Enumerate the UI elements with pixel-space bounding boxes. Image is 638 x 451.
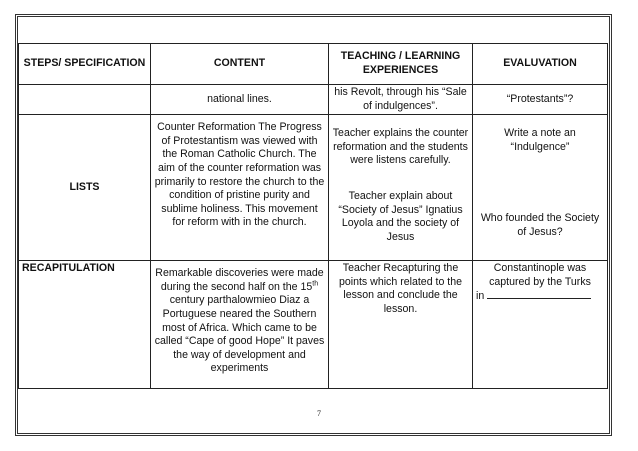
header-row [19,44,608,85]
content-recap-text-b: century parthalowmieo Diaz a Portuguese neared the Southern most of Africa. Which came to be called “Cape of good Hope” It paves the way of development and experiments [154,294,325,375]
header-content: CONTENT [151,44,329,85]
cell-content-continued: national lines. [151,85,329,115]
evaluation-recap-question: Constantinople was captured by the Turks [489,262,591,288]
header-steps: STEPS/ SPECIFICATION [19,44,151,85]
cell-content-recap [151,261,329,389]
evaluation-recap-in: in [476,290,485,303]
cell-steps-lists: LISTS [19,115,151,261]
header-teaching: TEACHING / LEARNING EXPERIENCES [329,44,473,85]
content-recap-superscript: th [312,280,319,288]
content-recap-text-a: Remarkable discoveries were made during the second half on the 15 [155,267,324,293]
teaching-lists-first: Teacher explains the counter reformation and the students were listens carefully. [332,127,469,167]
teaching-lists-second: Teacher explain about “Society of Jesus” Ignatius Loyola and the society of Jesus [338,189,463,243]
cell-teaching-recap: Teacher Recapturing the points which related to the lesson and conclude the lesson. [329,261,473,389]
lesson-plan-table [18,43,608,389]
table-row-continued [19,85,608,115]
table-row-recapitulation [19,261,608,389]
table-row-lists [19,115,608,261]
header-evaluation: EVALUVATION [473,44,608,85]
cell-teaching-lists [329,115,473,261]
cell-evaluation-lists [473,115,608,261]
page-number: 7 [317,409,321,418]
evaluation-lists-second: Who founded the Society of Jesus? [480,212,600,238]
cell-evaluation-continued: “Protestants”? [473,85,608,115]
cell-evaluation-recap [473,261,608,389]
answer-blank [487,289,591,299]
evaluation-lists-first: Write a note an “Indulgence” [504,127,576,153]
cell-content-lists: Counter Reformation The Progress of Protestantism was viewed with the Roman Catholic Church. The aim of the counter reformation was primarily to restore the church to the condition of pristine purity and sublime holiness. This movement for reform with in the church. [151,115,329,261]
cell-steps-continued [19,85,151,115]
cell-steps-recap: RECAPITULATION [19,261,151,389]
cell-teaching-continued: his Revolt, through his “Sale of indulgences”. [329,85,473,115]
